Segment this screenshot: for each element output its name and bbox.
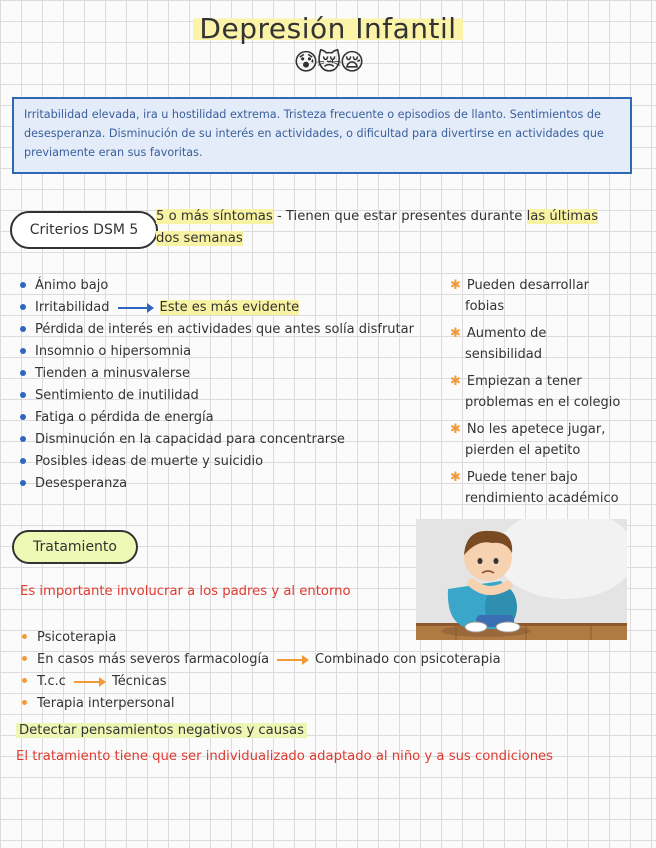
list-item [20, 429, 450, 451]
list-item [20, 363, 450, 385]
bullet-icon [20, 392, 26, 398]
bullet-icon [20, 480, 26, 486]
child-notes [450, 275, 650, 515]
bullet-icon [20, 348, 26, 354]
sad-child-illustration [416, 519, 627, 640]
treatment-item-text: Terapia interpersonal [37, 696, 175, 711]
bullet-icon [22, 634, 27, 639]
child-note-line: Puede tener bajo [466, 470, 578, 485]
star-icon: ✱ [450, 374, 461, 389]
treatment-label: Tratamiento [33, 539, 117, 555]
bullet-icon [20, 436, 26, 442]
title-highlight [193, 12, 462, 45]
intro-box: Irritabilidad elevada, ira u hostilidad extrema. Tristeza frecuente o episodios de llanto. Sentimientos de desesperanza. Disminución de su interés en actividades, o dificultad para divertirse en actividades que previamente eran sus favoritas. [12, 97, 632, 174]
child-note-line: problemas en el colegio [465, 395, 621, 410]
bullet-icon [22, 656, 27, 661]
child-note-line: No les apetece jugar, [466, 422, 606, 437]
sad-child-icon [416, 519, 627, 640]
symptom-text: Irritabilidad [35, 300, 110, 315]
list-item [450, 275, 650, 323]
child-note-line: Pueden desarrollar [466, 278, 590, 293]
treatment-list [22, 627, 542, 715]
bullet-icon [20, 414, 26, 420]
arrow-right-icon [118, 307, 152, 309]
dsm-criteria-label: Criterios DSM 5 [29, 222, 139, 238]
symptom-text: Disminución en la capacidad para concentrarse [35, 432, 345, 447]
list-item [20, 319, 450, 341]
dsm-note-middle: - Tienen que estar presentes durante [272, 209, 527, 224]
symptom-text: Sentimiento de inutilidad [35, 388, 199, 403]
star-icon: ✱ [450, 326, 461, 341]
bullet-icon [22, 700, 27, 705]
list-item [450, 371, 650, 419]
page-title [0, 12, 656, 45]
child-note-line: fobias [465, 299, 505, 314]
arrow-right-icon [74, 681, 104, 683]
star-icon: ✱ [450, 278, 461, 293]
list-item [20, 275, 450, 297]
dsm-note-highlight-2: las últimas [526, 209, 599, 224]
treatment-item-text: T.c.c [37, 674, 66, 689]
child-note-line: pierden el apetito [465, 443, 581, 458]
list-item [450, 419, 650, 467]
dsm-note-highlight-1: 5 o más síntomas [156, 209, 273, 224]
child-note-line: Aumento de [466, 326, 547, 341]
title-word-2: Infantil [355, 12, 457, 45]
dsm-criteria-badge [10, 211, 158, 249]
arrow-right-icon [277, 659, 307, 661]
symptom-text: Desesperanza [35, 476, 128, 491]
list-item [20, 473, 450, 495]
symptom-text: Ánimo bajo [35, 278, 109, 293]
symptom-text: Fatiga o pérdida de energía [35, 410, 214, 425]
list-item [22, 649, 542, 671]
symptom-list [20, 275, 450, 495]
detect-note-text: Detectar pensamientos negativos y causas [16, 723, 307, 738]
list-item [22, 671, 542, 693]
bullet-icon [20, 458, 26, 464]
list-item [20, 407, 450, 429]
bullet-icon [20, 304, 26, 310]
dsm-note-line-2: dos semanas [156, 231, 243, 246]
bullet-icon [22, 678, 27, 683]
child-note-line: Empiezan a tener [466, 374, 582, 389]
bullet-icon [20, 326, 26, 332]
pharma-note: Combinado con psicoterapia [315, 652, 501, 667]
dsm-note [156, 206, 626, 250]
tcc-note: Técnicas [111, 674, 167, 689]
list-item [20, 385, 450, 407]
title-emojis: 😰😿😪 [293, 48, 363, 76]
symptom-text: Insomnio o hipersomnia [35, 344, 192, 359]
treatment-item-text: En casos más severos farmacología [37, 652, 270, 667]
list-item [20, 341, 450, 363]
irritability-note: Este es más evidente [159, 300, 300, 315]
list-item [450, 323, 650, 371]
bullet-icon [20, 282, 26, 288]
child-note-line: rendimiento académico [465, 491, 619, 506]
list-item [20, 451, 450, 473]
symptom-text: Pérdida de interés en actividades que antes solía disfrutar [35, 322, 414, 337]
list-item [20, 297, 450, 319]
treatment-important: Es importante involucrar a los padres y al entorno [20, 584, 351, 599]
list-item [450, 467, 650, 515]
child-note-line: sensibilidad [465, 347, 542, 362]
symptom-text: Posibles ideas de muerte y suicidio [35, 454, 264, 469]
list-item [22, 693, 542, 715]
star-icon: ✱ [450, 470, 461, 485]
list-item [22, 627, 542, 649]
title-word-1: Depresión [199, 12, 346, 45]
detect-note [16, 723, 307, 738]
symptom-text: Tienden a minusvalerse [35, 366, 191, 381]
star-icon: ✱ [450, 422, 461, 437]
treatment-item-text: Psicoterapia [37, 630, 117, 645]
treatment-badge [12, 530, 138, 564]
bullet-icon [20, 370, 26, 376]
treatment-individual: El tratamiento tiene que ser individualizado adaptado al niño y a sus condiciones [16, 749, 554, 764]
